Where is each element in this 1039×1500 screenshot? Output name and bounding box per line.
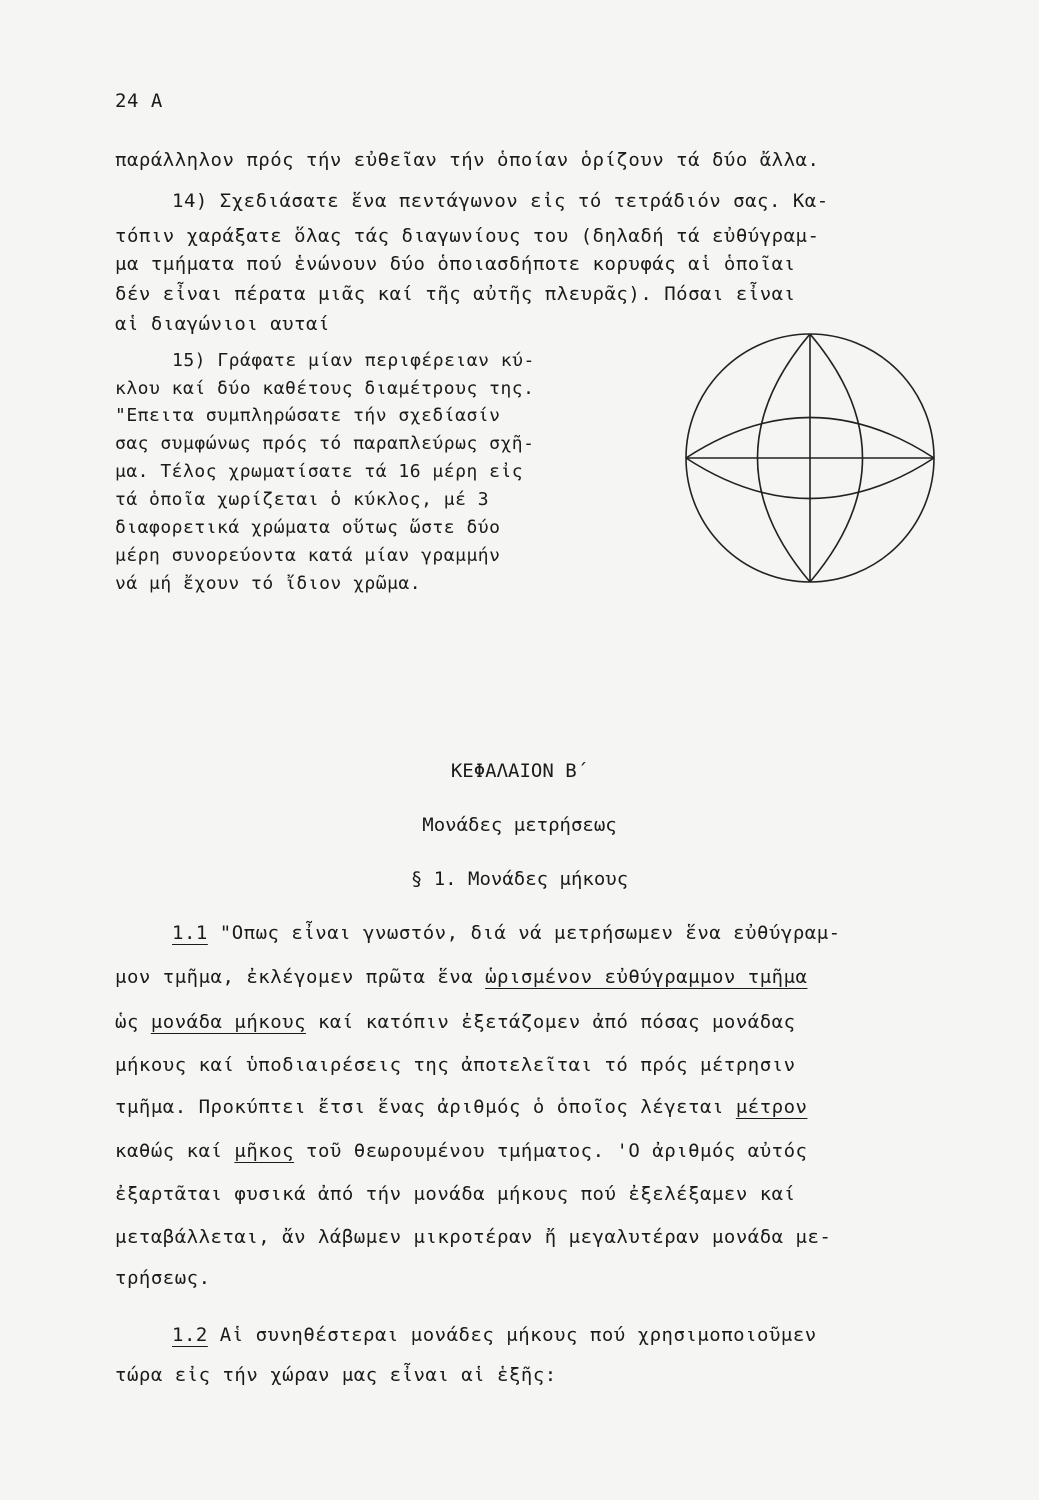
paragraph-number: 1.1 [172, 922, 208, 944]
paragraph-1-1-line: τρήσεως. [115, 1267, 211, 1289]
exercise-15-line: διαφορετικά χρώματα οὕτως ὥστε δύο [115, 517, 501, 538]
underlined-term: μῆκος [234, 1140, 295, 1162]
paragraph-1-1-line: μήκους καί ὑποδιαιρέσεις της ἀποτελεῖται τό πρός μέτρησιν [115, 1054, 796, 1076]
text-line: παράλληλον πρός τήν εὐθεῖαν τήν ὁποίαν ὁρίζουν τά δύο ἄλλα. [115, 149, 820, 171]
exercise-15-line: τά ὁποῖα χωρίζεται ὁ κύκλος, μέ 3 [115, 489, 490, 510]
exercise-14-line: αἱ διαγώνιοι αυταί [115, 313, 330, 335]
exercise-15-line: σας συμφώνως πρός τό παραπλεύρως σχῆ- [115, 433, 535, 454]
chapter-subtitle: Μονάδες μετρήσεως [422, 814, 617, 836]
exercise-15-line: μέρη συνορεύοντα κατά μίαν γραμμήν [115, 545, 501, 566]
exercise-15-line: 15) Γράφατε μίαν περιφέρειαν κύ- [172, 350, 535, 371]
paragraph-1-1-line: μεταβάλλεται, ἄν λάβωμεν μικροτέραν ἤ μεγαλυτέραν μονάδα με- [115, 1226, 832, 1248]
paragraph-1-2-line: τώρα εἰς τήν χώραν μας εἶναι αἱ ἑξῆς: [115, 1364, 557, 1386]
exercise-14-line: δέν εἶναι πέρατα μιᾶς καί τῆς αὐτῆς πλευρᾶς). Πόσαι εἶναι [115, 283, 796, 305]
paragraph-1-1-line: ὡς μονάδα μήκους καί κατόπιν ἐξετάζομεν ἀπό πόσας μονάδας [115, 1011, 796, 1033]
exercise-15-line: κλου καί δύο καθέτους διαμέτρους της. [115, 378, 535, 399]
paragraph-1-1-line: τμῆμα. Προκύπτει ἔτσι ἕνας ἀριθμός ὁ ὁποῖος λέγεται μέτρον [115, 1096, 808, 1118]
exercise-14-line: τόπιν χαράξατε ὅλας τάς διαγωνίους του (δηλαδή τά εὐθύγραμ- [115, 225, 820, 247]
paragraph-1-1-line: 1.1 "Οπως εἶναι γνωστόν, διά νά μετρήσωμεν ἕνα εὐθύγραμ- [172, 922, 841, 944]
circle-diagram [680, 327, 940, 589]
exercise-15-line: "Επειτα συμπληρώσατε τήν σχεδίασίν [115, 405, 501, 426]
paragraph-number: 1.2 [172, 1324, 208, 1346]
chapter-title: ΚΕΦΑΛΑΙΟΝ Β΄ [450, 760, 589, 782]
exercise-14-line: 14) Σχεδιάσατε ἕνα πεντάγωνον εἰς τό τετράδιόν σας. Κα- [172, 190, 829, 212]
paragraph-1-1-line: ἐξαρτᾶται φυσικά ἀπό τήν μονάδα μήκους πού ἐξελέξαμεν καί [115, 1183, 796, 1205]
section-heading: § 1. Μονάδες μήκους [410, 868, 629, 890]
underlined-term: ὡρισμένον εὐθύγραμμον τμῆμα [485, 966, 808, 988]
exercise-15-line: μα. Τέλος χρωματίσατε τά 16 μέρη εἰς [115, 461, 524, 482]
exercise-14-line: μα τμήματα πού ἑνώνουν δύο ὁποιασδήποτε κορυφάς αἱ ὁποῖαι [115, 253, 796, 275]
page-number: 24 Α [115, 90, 163, 112]
underlined-term: μονάδα μήκους [150, 1011, 307, 1033]
underlined-term: μέτρον [735, 1096, 808, 1118]
paragraph-1-1-line: καθώς καί μῆκος τοῦ θεωρουμένου τμήματος. 'Ο ἀριθμός αὐτός [115, 1140, 808, 1162]
paragraph-1-2-line: 1.2 Αἱ συνηθέστεραι μονάδες μήκους πού χρησιμοποιοῦμεν [172, 1324, 817, 1346]
exercise-15-line: νά μή ἔχουν τό ἴδιον χρῶμα. [115, 573, 422, 594]
paragraph-1-1-line: μον τμῆμα, ἐκλέγομεν πρῶτα ἕνα ὡρισμένον εὐθύγραμμον τμῆμα [115, 966, 808, 988]
